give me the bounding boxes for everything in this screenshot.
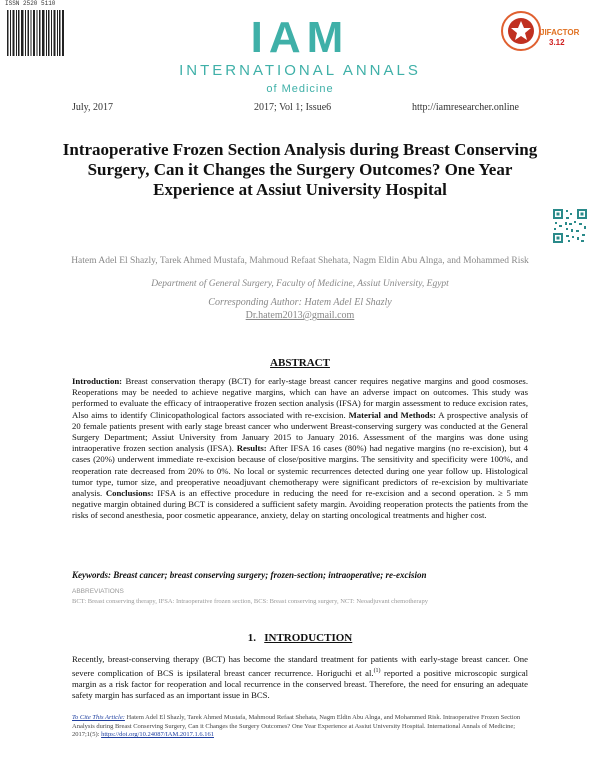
- article-title: Intraoperative Frozen Section Analysis during Breast Conserving Surgery, Can it Changes the Surgery Outcomes? One Year Experience at Assiut University Hospital: [62, 140, 538, 199]
- author-list: Hatem Adel El Shazly, Tarek Ahmed Mustafa, Mahmoud Refaat Shehata, Nagm Eldin Abu Alnga, and Mohammed Risk: [71, 256, 529, 266]
- section-title: INTRODUCTION: [264, 632, 353, 644]
- issue-volume: 2017; Vol 1; Issue6: [254, 102, 332, 113]
- abstract-intro-label: Introduction:: [72, 376, 123, 386]
- author-affiliation: Department of General Surgery, Faculty of Medicine, Assiut University, Egypt: [151, 279, 449, 289]
- abstract-methods-text: A prospective analysis of 20 female patients present with early stage breast cancer who underwent Breast-conserving surgery was conducted at the General Surgery Department; Assiut University from January 2015 to January 2016. Assessment of the margins was done using intraoperative frozen section analysis (IFSA).: [72, 409, 528, 454]
- issue-date: July, 2017: [72, 102, 114, 113]
- introduction-heading: [0, 632, 600, 644]
- citation-lead: To Cite This Article:: [72, 714, 125, 721]
- jifactor-value: 3.12: [549, 38, 565, 47]
- issn-label: ISSN 2520 5110: [5, 0, 56, 7]
- corresponding-email-link[interactable]: Dr.hatem2013@gmail.com: [245, 310, 355, 321]
- journal-url[interactable]: http://iamresearcher.online: [412, 102, 519, 113]
- reference-marker[interactable]: (1): [373, 667, 381, 674]
- introduction-body: [72, 654, 528, 702]
- abstract-body: [72, 376, 528, 522]
- abstract-results-label: Results:: [236, 443, 267, 454]
- jifactor-label: JIFACTOR: [540, 28, 580, 37]
- abbreviations-text: BCT: Breast conserving therapy, IFSA: Intraoperative frozen section, BCS: Breast conserving surgery, NCT: Neoadjuvant chemotherapy: [72, 598, 428, 605]
- abstract-heading: ABSTRACT: [270, 357, 330, 369]
- abstract-conclusions-label: Conclusions:: [105, 488, 154, 499]
- abstract-results-text: After IFSA 16 cases (80%) had negative margins (no re-excision), but 4 cases (20%) underwent immediate re-excision because of close/positive margins. The sensitivity and specificity were 100%, and reoperation rate decreased from 20% to 0%. No local or systemic recurrences detected during one year follow up. Histological tumor type, tumor size, and preoperative neoadjuvant chemotherapy were significant predictors of re-excision by multivariate analysis.: [72, 443, 528, 499]
- section-number: 1.: [247, 632, 256, 644]
- intro-text-2: reported a positive microscopic surgical margin as a risk factor for reoperation and local recurrence in the conserved breast. Therefore, the need for ensuring an adequate safety margin has surfaced as an important issue in BCS.: [72, 667, 529, 701]
- citation-footer: [72, 714, 528, 740]
- journal-name: INTERNATIONAL ANNALS: [179, 62, 421, 79]
- citation-text: Hatem Adel El Shazly, Tarek Ahmed Mustafa, Mahmoud Refaat Shehata, Nagm Eldin Abu Alnga, and Mohammed Risk. Intraoperative Frozen Section Analysis during Breast Conserving Surgery, Can it Changes the Surgery Outcomes? One Year Experience at Assiut University Hospital. International Annals of Medicine; 2017;1(5):: [72, 714, 521, 738]
- journal-logo: IAM: [250, 13, 350, 62]
- journal-subtitle: of Medicine: [266, 83, 334, 95]
- abbreviations-heading: ABBREVIATIONS: [72, 588, 124, 595]
- keywords: Keywords: Breast cancer; breast conserving surgery; frozen-section; intraoperative; re-excision: [72, 570, 427, 580]
- corresponding-author: Corresponding Author: Hatem Adel El Shazly: [208, 297, 392, 308]
- jifactor-badge-icon: [500, 10, 542, 52]
- doi-link[interactable]: https://doi.org/10.24087/IAM.2017.1.6.161: [101, 731, 214, 738]
- abstract-conclusions-text: IFSA is an effective procedure in reducing the need for re-excision and a second operation. ≥ 5 mm negative margin obtained during BCT is considered a sufficient safety margin. Avoiding reoperation protects the patients from the risks of second anesthesia, poor cosmetic appearance, anxiety, delay on starting oncological treatments and higher cost.: [72, 488, 529, 521]
- qr-code-icon: [552, 208, 588, 244]
- intro-text-1: Recently, breast-conserving therapy (BCT) has become the standard treatment for patients with early-stage breast cancer. One severe complication of BCS is ipsilateral breast cancer recurrence. Horiguchi et al.: [72, 654, 528, 678]
- abstract-methods-label: Material and Methods:: [348, 409, 436, 420]
- abstract-intro-text: Breast conservation therapy (BCT) for early-stage breast cancer requires negative margins and good cosmoses. Reoperations may be needed to achieve negative margins, which can have an adverse impact on outcomes. This study was performed to evaluate the efficacy of intraoperative frozen section analysis (IFSA) for margin assessment to reduce excision rates, Also aims to identify Clinicopathological factors associated with re-excision.: [72, 376, 528, 420]
